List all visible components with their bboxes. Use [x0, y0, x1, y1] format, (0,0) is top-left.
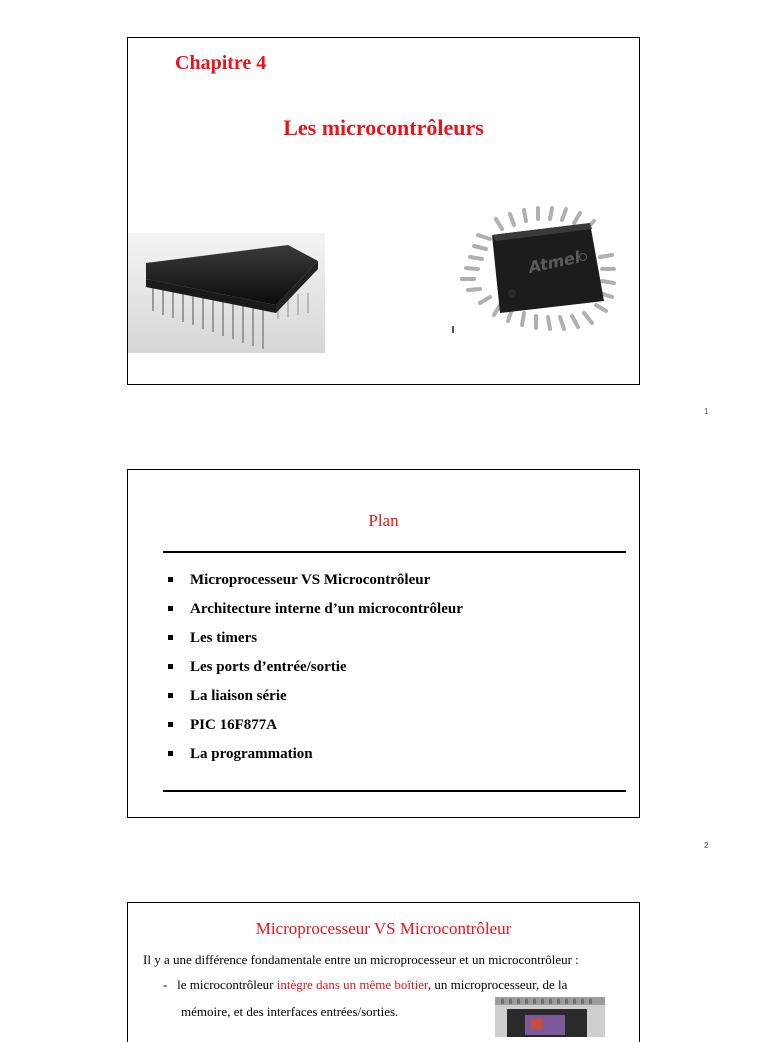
plan-item — [168, 599, 463, 628]
bullet-icon — [168, 722, 173, 727]
plan-item — [168, 657, 463, 686]
bottom-rule — [163, 790, 626, 792]
item-text-a: le microcontrôleur — [177, 977, 277, 992]
item-text-c: , un microprocesseur, de la — [427, 977, 568, 992]
intro-text: Il y a une différence fondamentale entre un microprocesseur et un microcontrôleur : — [143, 952, 579, 967]
plan-item-label: Architecture interne d’un microcontrôleur — [190, 601, 463, 617]
bullet-icon — [168, 577, 173, 582]
plan-item-label: Microprocesseur VS Microcontrôleur — [190, 572, 431, 588]
plan-item-label: PIC 16F877A — [190, 717, 278, 733]
chip-logo-text: Atmel — [526, 247, 582, 277]
plan-item — [168, 628, 463, 657]
bullet-icon — [168, 664, 173, 669]
bullet-icon — [168, 635, 173, 640]
dash-bullet: - — [163, 977, 168, 992]
slide3-title: Microprocesseur VS Microcontrôleur — [255, 919, 512, 938]
slide-1 — [127, 37, 640, 385]
slide-2 — [127, 469, 640, 818]
plan-item-label: La liaison série — [190, 688, 287, 704]
plan-item-label: Les timers — [190, 630, 258, 646]
item-highlight: intègre dans un même boîtier — [276, 977, 428, 992]
plan-item — [168, 715, 463, 744]
list-item-continued: mémoire, et des interfaces entrées/sorties. — [181, 1004, 399, 1019]
page-number-1: 1 — [704, 407, 709, 416]
plan-title: Plan — [368, 511, 399, 530]
plan-list — [168, 570, 463, 773]
slide-3 — [127, 902, 640, 1042]
bullet-icon — [168, 693, 173, 698]
bullet-icon — [168, 606, 173, 611]
tqfp-chip-image — [450, 201, 626, 341]
plan-item-label: Les ports d’entrée/sortie — [190, 659, 347, 675]
microcontroller-board-image — [495, 997, 605, 1037]
slide-title: Les microcontrôleurs — [283, 115, 484, 140]
plan-item — [168, 686, 463, 715]
list-item — [163, 977, 567, 993]
bullet-icon — [168, 751, 173, 756]
top-rule — [163, 551, 626, 553]
plan-item-label: La programmation — [190, 746, 313, 762]
plan-item — [168, 744, 463, 773]
chapter-label: Chapitre 4 — [175, 52, 267, 74]
dip-chip-image — [128, 233, 325, 353]
page-number-2: 2 — [704, 841, 709, 850]
plan-item — [168, 570, 463, 599]
